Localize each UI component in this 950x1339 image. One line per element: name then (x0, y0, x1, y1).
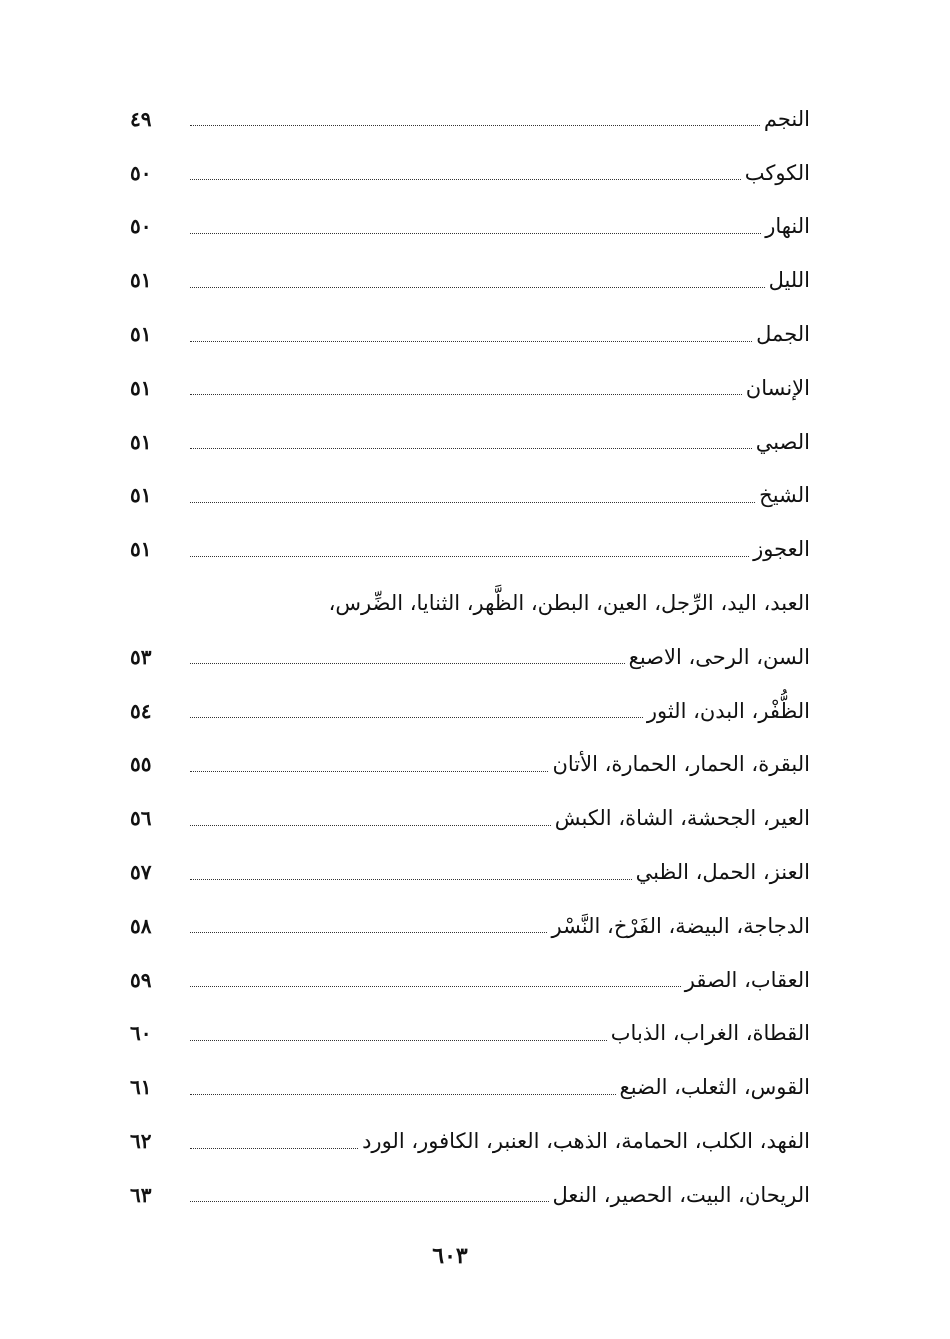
dot-leader (190, 502, 755, 503)
toc-entry (130, 307, 810, 361)
toc-entry-page: ٥٠ (130, 214, 152, 239)
toc-entry-page: ٦١ (130, 1075, 152, 1100)
dot-leader (190, 1094, 616, 1095)
dot-leader (190, 1148, 358, 1149)
dot-leader (190, 341, 752, 342)
toc-entry (130, 1060, 810, 1114)
toc-entry-title: العقاب، الصقر (684, 967, 810, 992)
toc-entry-title: البقرة، الحمار، الحمارة، الأتان (552, 752, 810, 777)
toc-entry-title: الشيخ (759, 483, 810, 508)
toc-entry-title: الدجاجة، البيضة، الفَرْخ، النَّسْر (551, 913, 810, 938)
toc-entry-page: ٥١ (130, 322, 152, 347)
toc-entry-title: الفهد، الكلب، الحمامة، الذهب، العنبر، الكافور، الورد (362, 1129, 810, 1154)
toc-entry (130, 1114, 810, 1168)
toc-entry-page: ٦٢ (130, 1129, 152, 1154)
dot-leader (190, 448, 752, 449)
dot-leader (190, 771, 548, 772)
page-number: ٦٠٣ (432, 1243, 468, 1269)
dot-leader (190, 717, 643, 718)
dot-leader (190, 1201, 549, 1202)
toc-entry-page: ٥٤ (130, 698, 152, 723)
toc-entry-title: العجوز (753, 537, 810, 562)
dot-leader (190, 556, 749, 557)
toc-entry-title: القوس، الثعلب، الضبع (619, 1075, 810, 1100)
dot-leader (190, 1040, 607, 1041)
toc-entry-page: ٥٦ (130, 806, 152, 831)
toc-entry-title: الجمل (756, 322, 810, 347)
toc-entry-title: العير، الجحشة، الشاة، الكبش (554, 806, 810, 831)
toc-entry-page: ٦٣ (130, 1182, 152, 1207)
dot-leader (190, 825, 551, 826)
toc-entry-title: السن، الرحى، الاصبع (628, 644, 810, 669)
toc-entry-page: ٦٠ (130, 1021, 152, 1046)
toc-entry-page: ٥٠ (130, 160, 152, 185)
toc-entry-page: ٥١ (130, 429, 152, 454)
dot-leader (190, 179, 741, 180)
toc-entry-title: الظُّفْر، البدن، الثور (646, 698, 810, 723)
toc-entry-title: الصبي (755, 429, 810, 454)
toc-entry-title: العنز، الحمل، الظبي (635, 860, 810, 885)
toc-entry-page: ٥٩ (130, 967, 152, 992)
toc-entry-page: ٥١ (130, 375, 152, 400)
toc-entry (130, 522, 810, 576)
toc-entry-title: العبد، اليد، الرِّجل، العين، البطن، الظَّهر، الثنايا، الضِّرس، (328, 591, 810, 616)
dot-leader (190, 932, 547, 933)
toc-entry (130, 253, 810, 307)
toc-entry-page: ٤٩ (130, 106, 152, 131)
toc-entry-title: النجم (763, 106, 810, 131)
toc-entry-title: الليل (768, 268, 810, 293)
toc-entry (130, 738, 810, 792)
dot-leader (190, 663, 625, 664)
toc-entry (130, 953, 810, 1007)
toc-entry-title: الكوكب (744, 160, 810, 185)
toc-entry-title: القطاة، الغراب، الذباب (610, 1021, 810, 1046)
toc-entry (130, 361, 810, 415)
toc-entry (130, 415, 810, 469)
toc-entry (130, 791, 810, 845)
toc-entry-page: ٥١ (130, 483, 152, 508)
toc-entry (130, 1007, 810, 1061)
toc-entry-title: الإنسان (745, 375, 810, 400)
dot-leader (190, 125, 760, 126)
dot-leader (190, 394, 742, 395)
toc-entry (130, 200, 810, 254)
toc-entry (130, 92, 810, 146)
toc-entry (130, 845, 810, 899)
toc-entry-page: ٥١ (130, 537, 152, 562)
table-of-contents (130, 92, 810, 1222)
dot-leader (190, 233, 761, 234)
toc-entry (130, 469, 810, 523)
toc-entry-continued (130, 576, 810, 630)
toc-entry-page: ٥٣ (130, 644, 152, 669)
toc-entry (130, 630, 810, 684)
dot-leader (190, 287, 765, 288)
toc-entry-title: الريحان، البيت، الحصير، النعل (552, 1182, 810, 1207)
toc-entry (130, 1168, 810, 1222)
toc-entry-page: ٥٨ (130, 913, 152, 938)
toc-entry (130, 899, 810, 953)
dot-leader (190, 986, 681, 987)
toc-entry-title: النهار (765, 214, 810, 239)
toc-entry (130, 684, 810, 738)
dot-leader (190, 879, 632, 880)
toc-entry-page: ٥٧ (130, 860, 152, 885)
toc-entry-page: ٥١ (130, 268, 152, 293)
toc-entry (130, 146, 810, 200)
toc-entry-page: ٥٥ (130, 752, 152, 777)
